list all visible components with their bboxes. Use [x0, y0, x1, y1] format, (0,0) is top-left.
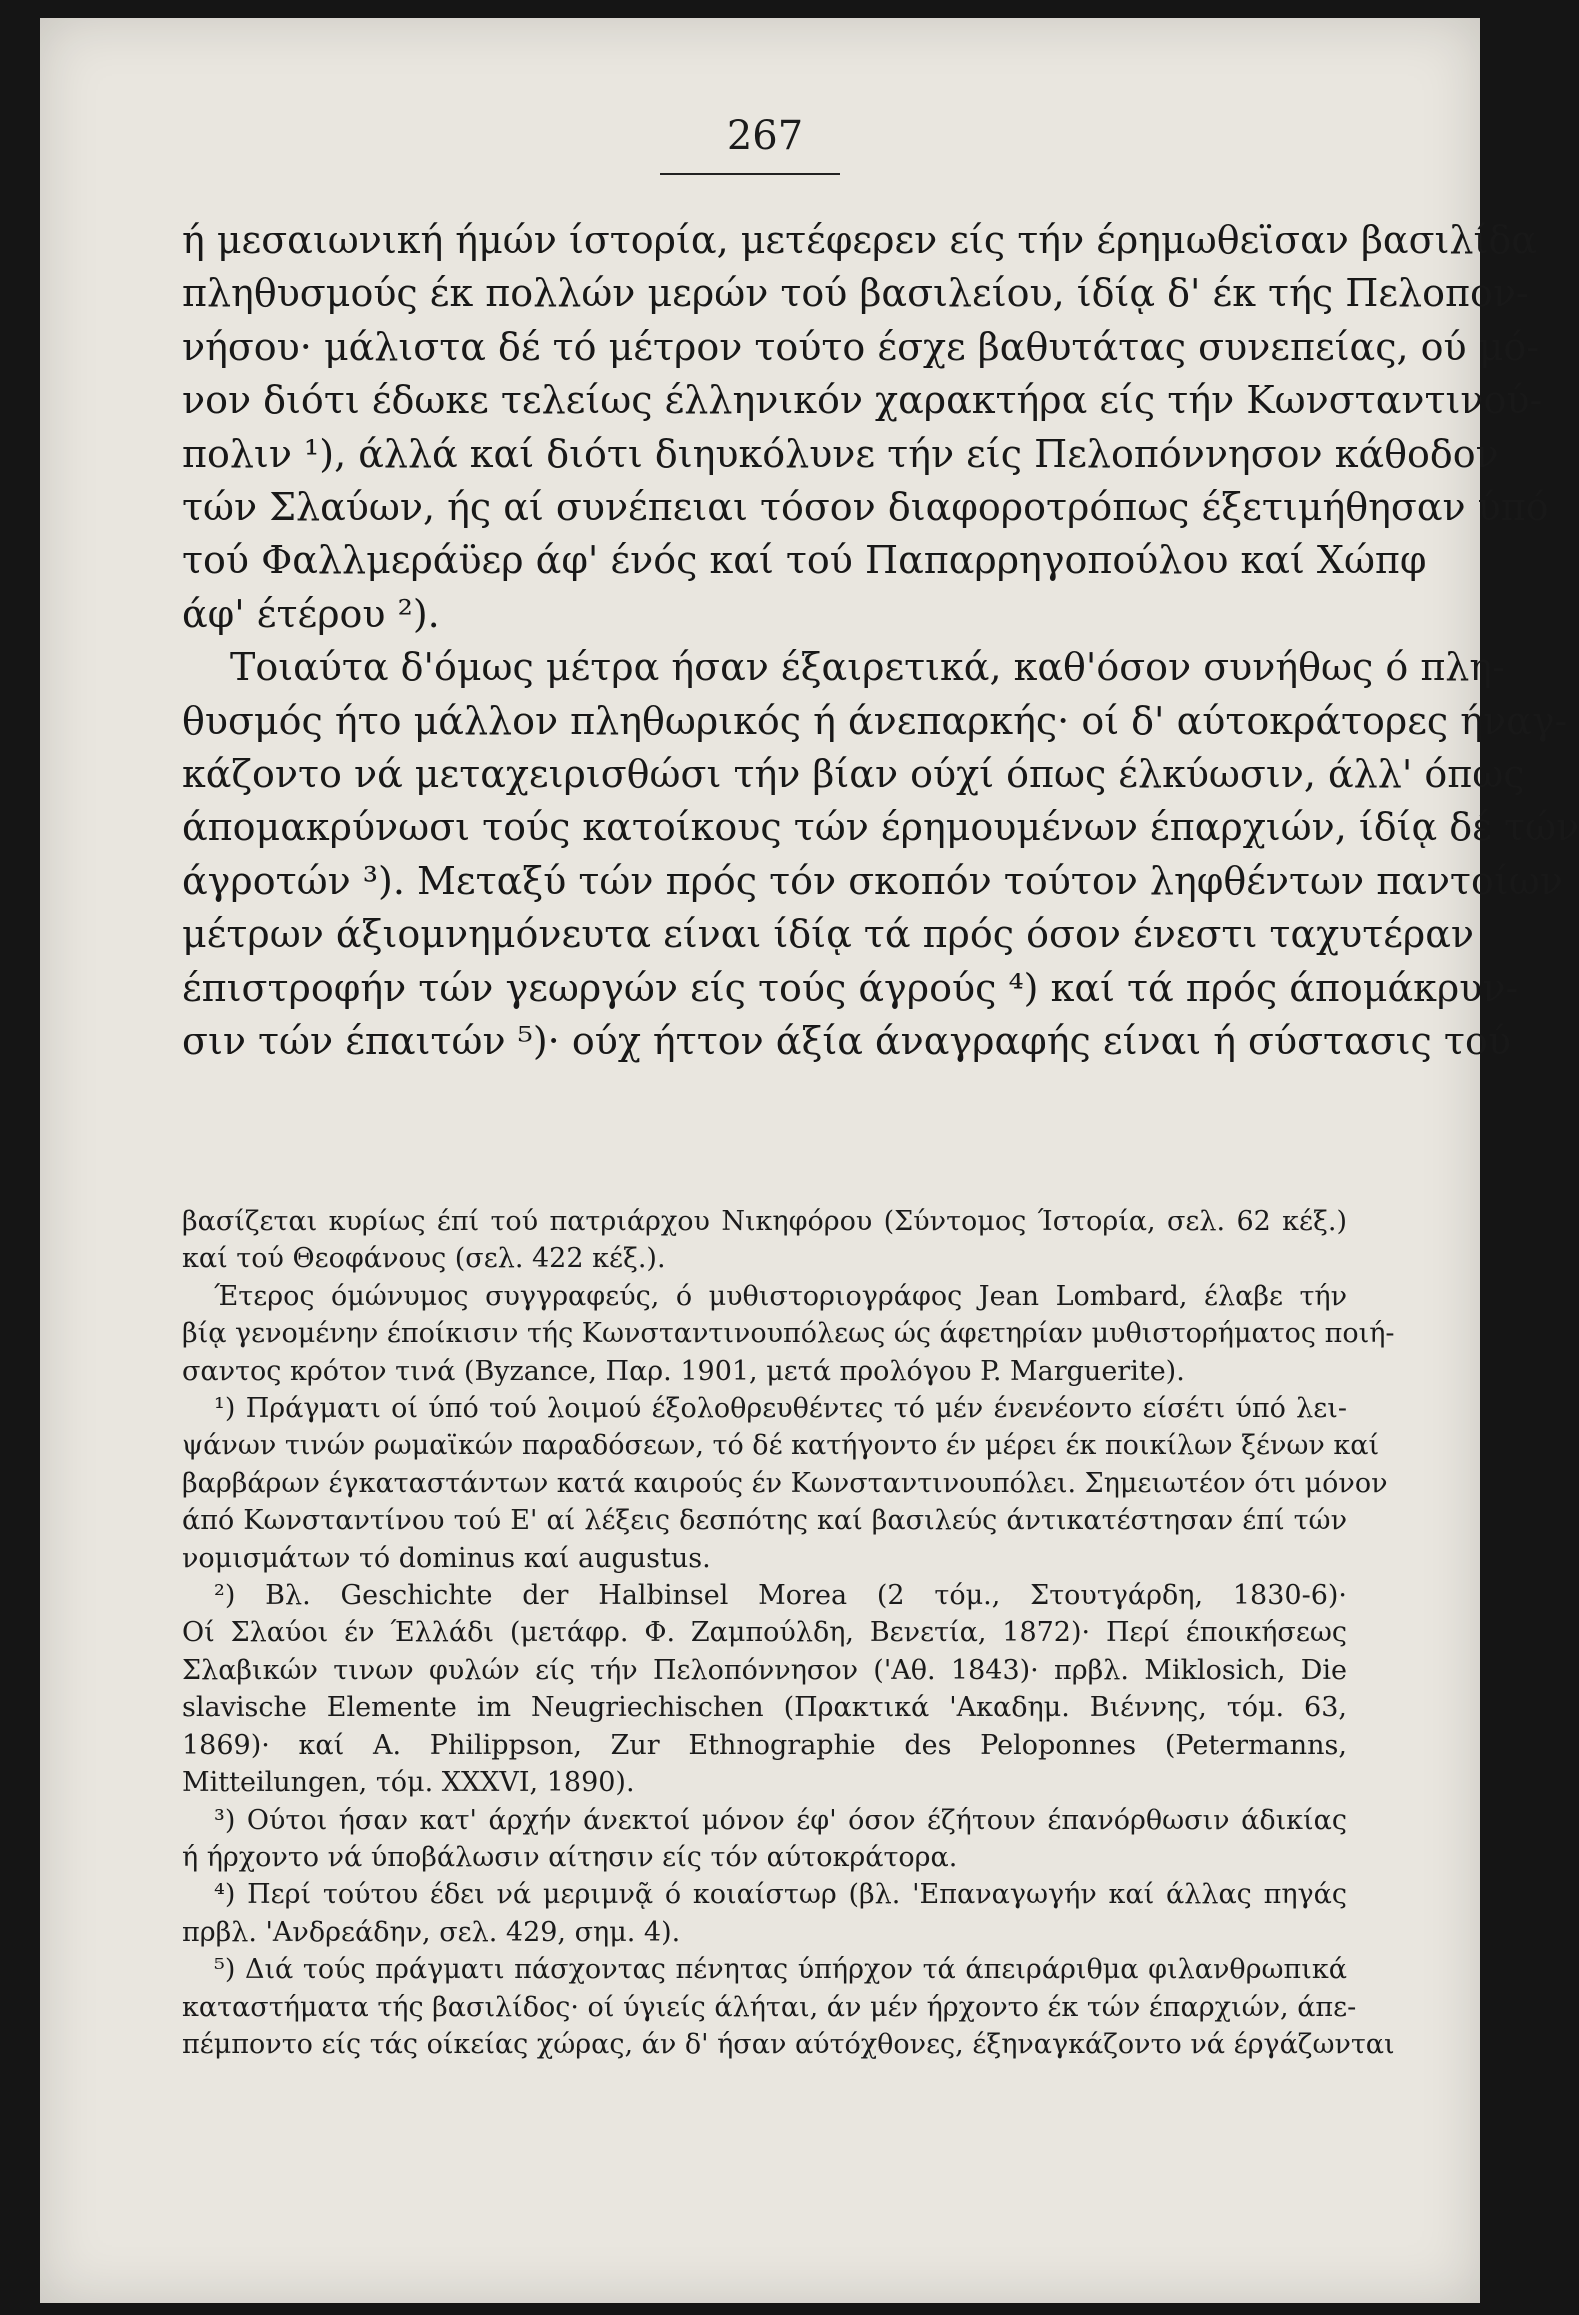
footnote-line: βίᾳ γενομένην έποίκισιν τής Κωνσταντινουπόλεως ώς άφετηρίαν μυθιστορήματος ποιή-: [182, 1318, 1395, 1350]
body-line: κάζοντο νά μεταχειρισθώσι τήν βίαν ούχί όπως έλκύωσιν, άλλ' όπως: [182, 752, 1525, 797]
page-number: 267: [726, 113, 804, 159]
footnote-line: Έτερος όμώνυμος συγγραφεύς, ό μυθιστοριογράφος Jean Lombard, έλαβε τήν: [214, 1280, 1347, 1312]
body-line: άγροτών ³). Μεταξύ τών πρός τόν σκοπόν τούτον ληφθέντων παντοίων: [182, 858, 1563, 903]
body-line: νον διότι έδωκε τελείως έλληνικόν χαρακτήρα είς τήν Κωνσταντινού-: [182, 378, 1543, 423]
footnotes: [182, 1203, 1395, 2063]
footnote-line: ⁵) Διά τούς πράγματι πάσχοντας πένητας ύπήρχον τά άπειράριθμα φιλανθρωπικά: [214, 1954, 1347, 1986]
body-line: άφ' έτέρου ²).: [182, 591, 440, 636]
footnote-line: slavische Elemente im Neugriechischen (Πρακτικά 'Ακαδημ. Βιέννης, τόμ. 63,: [182, 1692, 1347, 1724]
body-line: πληθυσμούς έκ πολλών μερών τού βασιλείου, ίδίᾳ δ' έκ τής Πελοπον-: [182, 271, 1529, 316]
body-line: τού Φαλλμεράϋερ άφ' ένός καί τού Παπαρρηγοπούλου καί Χώπφ: [182, 538, 1427, 583]
header-rule: [660, 173, 840, 175]
book-page: [40, 18, 1579, 2303]
main-text: [182, 214, 1579, 1069]
footnote-line: Οί Σλαύοι έν Έλλάδι (μετάφρ. Φ. Ζαμπούλδη, Βενετία, 1872)· Περί έποικήσεως: [182, 1617, 1347, 1649]
footnote-line: πρβλ. 'Ανδρεάδην, σελ. 429, σημ. 4).: [182, 1916, 681, 1948]
body-line: θυσμός ήτο μάλλον πληθωρικός ή άνεπαρκής· οί δ' αύτοκράτορες ήναγ-: [182, 698, 1568, 743]
footnote-line: ¹) Πράγματι οί ύπό τού λοιμού έξολοθρευθέντες τό μέν ένενέοντο είσέτι ύπό λει-: [214, 1393, 1347, 1425]
footnote-line: σαντος κρότον τινά (Byzance, Παρ. 1901, μετά προλόγου P. Marguerite).: [182, 1355, 1185, 1387]
footnote-line: άπό Κωνσταντίνου τού Ε' αί λέξεις δεσπότης καί βασιλεύς άντικατέστησαν έπί τών: [182, 1505, 1347, 1537]
body-line: πολιν ¹), άλλά καί διότι διηυκόλυνε τήν είς Πελοπόννησον κάθοδον: [182, 431, 1499, 476]
footnote-line: ή ήρχοντο νά ύποβάλωσιν αίτησιν είς τόν αύτοκράτορα.: [182, 1841, 958, 1873]
footnote-line: καταστήματα τής βασιλίδος· οί ύγιείς άλήται, άν μέν ήρχοντο έκ τών έπαρχιών, άπε-: [182, 1991, 1357, 2023]
footnote-line: βαρβάρων έγκαταστάντων κατά καιρούς έν Κωνσταντινουπόλει. Σημειωτέον ότι μόνον: [182, 1467, 1388, 1499]
body-line: άπομακρύνωσι τούς κατοίκους τών έρημουμένων έπαρχιών, ίδίᾳ δέ τών: [182, 805, 1579, 850]
footnote-line: ²) Βλ. Geschichte der Halbinsel Morea (2 τόμ., Στουτγάρδη, 1830-6)·: [214, 1580, 1347, 1612]
body-line: έπιστροφήν τών γεωργών είς τούς άγρούς ⁴) καί τά πρός άπομάκρυν-: [182, 965, 1519, 1010]
footnote-line: Σλαβικών τινων φυλών είς τήν Πελοπόννησον ('Αθ. 1843)· πρβλ. Miklosich, Die: [182, 1654, 1347, 1686]
body-line: μέτρων άξιομνημόνευτα είναι ίδίᾳ τά πρός όσον ένεστι ταχυτέραν: [182, 912, 1475, 957]
footnote-line: ³) Ούτοι ήσαν κατ' άρχήν άνεκτοί μόνον έφ' όσον έζήτουν έπανόρθωσιν άδικίας: [214, 1804, 1347, 1836]
footnote-line: ⁴) Περί τούτου έδει νά μεριμνᾷ ό κοιαίστωρ (βλ. 'Επαναγωγήν καί άλλας πηγάς: [214, 1879, 1347, 1911]
body-line: τών Σλαύων, ής αί συνέπειαι τόσον διαφοροτρόπως έξετιμήθησαν ύπό: [182, 485, 1549, 530]
footnote-line: 1869)· καί A. Philippson, Zur Ethnographie des Peloponnes (Petermanns,: [182, 1729, 1347, 1761]
footnote-line: καί τού Θεοφάνους (σελ. 422 κέξ.).: [182, 1243, 666, 1275]
body-line: Τοιαύτα δ'όμως μέτρα ήσαν έξαιρετικά, καθ'όσον συνήθως ό πλη-: [230, 645, 1505, 690]
footnote-line: ψάνων τινών ρωμαϊκών παραδόσεων, τό δέ κατήγοντο έν μέρει έκ ποικίλων ξένων καί: [182, 1430, 1380, 1462]
footnote-line: Mitteilungen, τόμ. XXXVI, 1890).: [182, 1767, 635, 1799]
footnote-line: νομισμάτων τό dominus καί augustus.: [182, 1542, 711, 1574]
footnote-line: πέμποντο είς τάς οίκείας χώρας, άν δ' ήσαν αύτόχθονες, έξηναγκάζοντο νά έργάζωνται: [182, 2028, 1395, 2060]
body-line: σιν τών έπαιτών ⁵)· ούχ ήττον άξία άναγραφής είναι ή σύστασις τού: [182, 1019, 1511, 1064]
body-line: ή μεσαιωνική ήμών ίστορία, μετέφερεν είς τήν έρημωθεϊσαν βασιλίδα: [182, 218, 1537, 262]
footnote-line: βασίζεται κυρίως έπί τού πατριάρχου Νικηφόρου (Σύντομος Ίστορία, σελ. 62 κέξ.): [182, 1206, 1347, 1237]
body-line: νήσου· μάλιστα δέ τό μέτρον τούτο έσχε βαθυτάτας συνεπείας, ού μό-: [182, 324, 1540, 369]
